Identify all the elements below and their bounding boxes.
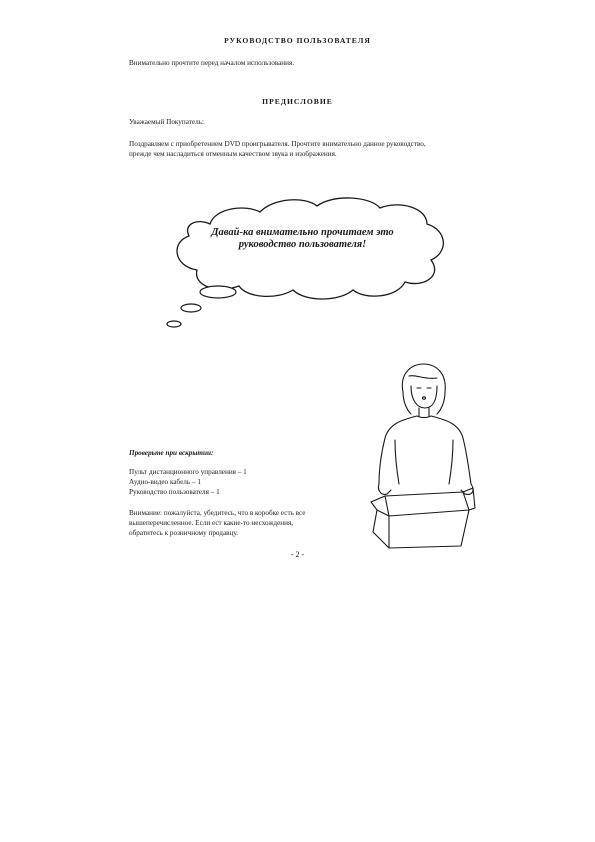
thought-bubble-illustration [165, 190, 450, 340]
thought-bubble-line-2: руководство пользователя! [238, 239, 367, 250]
preface-paragraph-line-2: прежде чем насладиться отменным качеством звука и изображения. [129, 150, 337, 158]
checklist-item-av-cable: Аудио-видео кабель – 1 [129, 478, 201, 486]
checklist-item-remote: Пульт дистанционного управления – 1 [129, 468, 247, 476]
girl-opening-box-illustration [365, 362, 477, 552]
checklist-note-line-1: Внимание: пожалуйста, убедитесь, что в коробке есть все [129, 509, 306, 517]
greeting-text: Уважаемый Покупатель: [129, 118, 204, 126]
document-title: РУКОВОДСТВО ПОЛЬЗОВАТЕЛЯ [224, 36, 371, 45]
checklist-note-line-3: обратитесь к розничному продавцу. [129, 529, 239, 537]
checklist-heading: Проверьте при вскрытии: [129, 449, 214, 457]
preface-paragraph-line-1: Поздравляем с приобретением DVD проигрывателя. Прочтите внимательно данное руководство, [129, 140, 426, 148]
intro-text: Внимательно прочтите перед началом использования. [129, 59, 295, 67]
page-number: - 2 - [290, 550, 305, 559]
thought-bubble-line-1: Давай-ка внимательно прочитаем это [211, 227, 394, 238]
preface-heading: ПРЕДИСЛОВИЕ [262, 97, 333, 106]
thought-bubble-text [195, 227, 410, 251]
checklist-note-line-2: вышеперечисленное. Если ест какие-то несхождения, [129, 519, 294, 527]
checklist-item-manual: Руководство пользователя – 1 [129, 488, 220, 496]
